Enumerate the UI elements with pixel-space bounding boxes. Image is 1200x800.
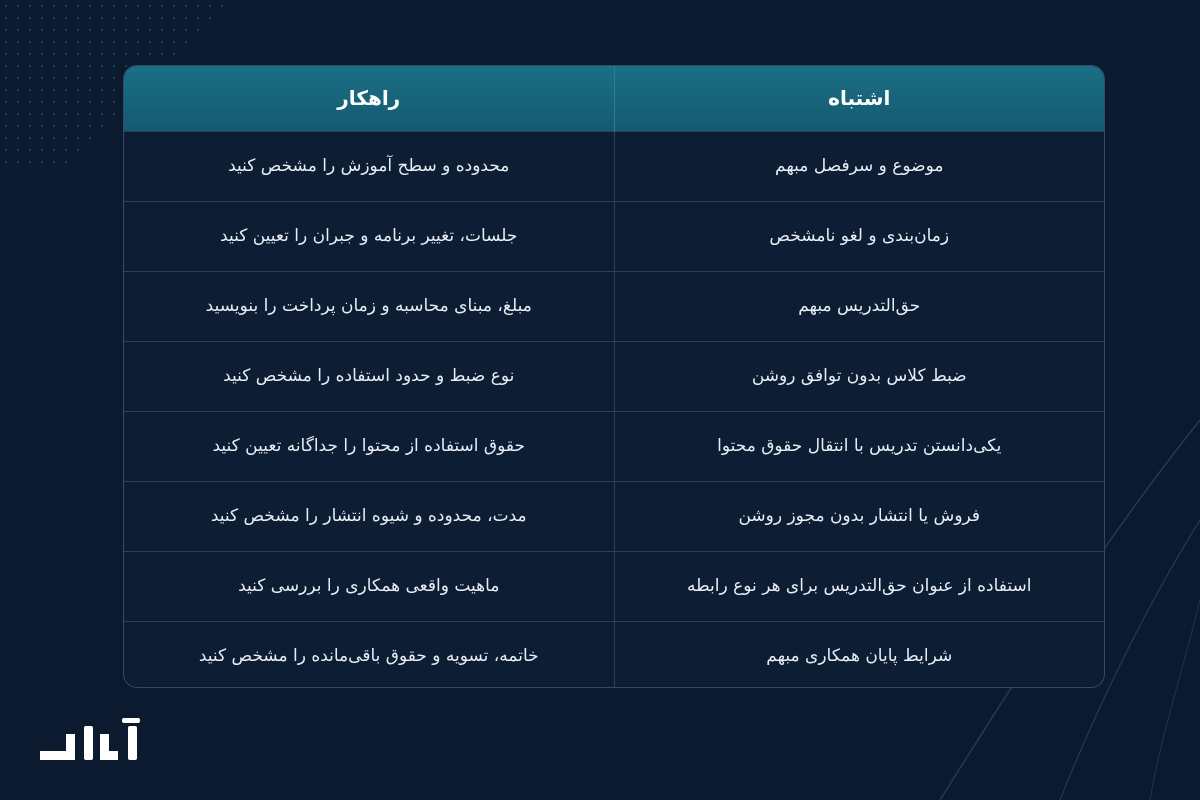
decorative-dot bbox=[113, 29, 115, 31]
decorative-dot bbox=[53, 149, 55, 151]
decorative-dot bbox=[113, 89, 115, 91]
decorative-dot bbox=[197, 17, 199, 19]
decorative-dot bbox=[5, 29, 7, 31]
decorative-dot bbox=[65, 89, 67, 91]
decorative-dot bbox=[113, 77, 115, 79]
decorative-dot bbox=[125, 17, 127, 19]
decorative-dot bbox=[89, 101, 91, 103]
decorative-dot bbox=[53, 89, 55, 91]
decorative-dot bbox=[53, 17, 55, 19]
decorative-dot bbox=[149, 53, 151, 55]
decorative-dot bbox=[89, 137, 91, 139]
table-row bbox=[124, 201, 1104, 271]
decorative-dot bbox=[5, 113, 7, 115]
decorative-dot bbox=[17, 29, 19, 31]
decorative-dot bbox=[209, 5, 211, 7]
mistake-cell: فروش یا انتشار بدون مجوز روشن bbox=[614, 481, 1104, 551]
decorative-dot bbox=[29, 65, 31, 67]
mistake-cell: یکی‌دانستن تدریس با انتقال حقوق محتوا bbox=[614, 411, 1104, 481]
decorative-dot bbox=[77, 77, 79, 79]
decorative-dot bbox=[137, 17, 139, 19]
decorative-dot bbox=[89, 77, 91, 79]
decorative-dot bbox=[137, 5, 139, 7]
decorative-dot bbox=[5, 41, 7, 43]
decorative-dot bbox=[65, 125, 67, 127]
decorative-dot bbox=[113, 41, 115, 43]
decorative-dot bbox=[77, 65, 79, 67]
decorative-dot bbox=[77, 125, 79, 127]
decorative-dot bbox=[77, 17, 79, 19]
decorative-dot bbox=[29, 137, 31, 139]
decorative-dot bbox=[29, 113, 31, 115]
decorative-dot bbox=[5, 149, 7, 151]
decorative-dot bbox=[77, 5, 79, 7]
decorative-dot bbox=[125, 53, 127, 55]
decorative-dot bbox=[113, 5, 115, 7]
table-row bbox=[124, 271, 1104, 341]
solution-cell: نوع ضبط و حدود استفاده را مشخص کنید bbox=[124, 341, 614, 411]
decorative-dot bbox=[89, 125, 91, 127]
solution-cell: محدوده و سطح آموزش را مشخص کنید bbox=[124, 131, 614, 201]
decorative-dot bbox=[77, 113, 79, 115]
column-header-mistake: اشتباه bbox=[614, 66, 1104, 131]
decorative-dot bbox=[17, 17, 19, 19]
decorative-dot bbox=[5, 101, 7, 103]
decorative-dot bbox=[65, 101, 67, 103]
solution-cell: جلسات، تغییر برنامه و جبران را تعیین کنید bbox=[124, 201, 614, 271]
decorative-dot bbox=[77, 41, 79, 43]
table-row bbox=[124, 481, 1104, 551]
decorative-dot bbox=[17, 5, 19, 7]
decorative-dot bbox=[5, 65, 7, 67]
decorative-dot bbox=[125, 65, 127, 67]
decorative-dot bbox=[17, 125, 19, 127]
decorative-dot bbox=[137, 53, 139, 55]
decorative-dot bbox=[41, 101, 43, 103]
decorative-dot bbox=[65, 53, 67, 55]
decorative-dot bbox=[221, 5, 223, 7]
decorative-dot bbox=[89, 29, 91, 31]
decorative-dot bbox=[53, 5, 55, 7]
decorative-dot bbox=[41, 5, 43, 7]
decorative-dot bbox=[41, 125, 43, 127]
decorative-dot bbox=[89, 89, 91, 91]
decorative-dot bbox=[65, 149, 67, 151]
decorative-dot bbox=[137, 29, 139, 31]
decorative-dot bbox=[5, 125, 7, 127]
decorative-dot bbox=[89, 65, 91, 67]
decorative-dot bbox=[185, 41, 187, 43]
decorative-dot bbox=[41, 29, 43, 31]
decorative-dot bbox=[53, 137, 55, 139]
decorative-dot bbox=[149, 29, 151, 31]
decorative-dot bbox=[89, 17, 91, 19]
decorative-dot bbox=[101, 5, 103, 7]
decorative-dot bbox=[65, 41, 67, 43]
table-row bbox=[124, 131, 1104, 201]
decorative-dot bbox=[17, 65, 19, 67]
decorative-dot bbox=[41, 137, 43, 139]
decorative-dot bbox=[101, 113, 103, 115]
mistake-cell: استفاده از عنوان حق‌التدریس برای هر نوع رابطه bbox=[614, 551, 1104, 621]
decorative-dot bbox=[137, 41, 139, 43]
decorative-dot bbox=[41, 53, 43, 55]
table-header-row bbox=[124, 66, 1104, 131]
decorative-dot bbox=[53, 113, 55, 115]
decorative-dot bbox=[29, 53, 31, 55]
decorative-dot bbox=[113, 17, 115, 19]
decorative-dot bbox=[41, 65, 43, 67]
decorative-dot bbox=[185, 5, 187, 7]
decorative-dot bbox=[29, 77, 31, 79]
decorative-dot bbox=[5, 161, 7, 163]
decorative-dot bbox=[29, 89, 31, 91]
decorative-dot bbox=[113, 53, 115, 55]
decorative-dot bbox=[29, 17, 31, 19]
mistake-cell: موضوع و سرفصل مبهم bbox=[614, 131, 1104, 201]
decorative-dot bbox=[161, 41, 163, 43]
decorative-dot bbox=[89, 113, 91, 115]
decorative-dot bbox=[17, 137, 19, 139]
decorative-dot bbox=[209, 17, 211, 19]
decorative-dot bbox=[65, 5, 67, 7]
decorative-dot bbox=[65, 29, 67, 31]
solution-cell: مدت، محدوده و شیوه انتشار را مشخص کنید bbox=[124, 481, 614, 551]
decorative-dot bbox=[17, 41, 19, 43]
decorative-dot bbox=[29, 41, 31, 43]
decorative-curve bbox=[1150, 600, 1200, 800]
decorative-dot bbox=[53, 125, 55, 127]
decorative-dot bbox=[101, 89, 103, 91]
comparison-table bbox=[123, 65, 1105, 688]
decorative-dot bbox=[65, 161, 67, 163]
decorative-dot bbox=[77, 53, 79, 55]
decorative-dot bbox=[41, 113, 43, 115]
mistakes-solutions-table bbox=[124, 66, 1104, 688]
decorative-dot bbox=[53, 65, 55, 67]
decorative-dot bbox=[89, 5, 91, 7]
table-row bbox=[124, 551, 1104, 621]
decorative-dot bbox=[29, 101, 31, 103]
mistake-cell: حق‌التدریس مبهم bbox=[614, 271, 1104, 341]
decorative-dot bbox=[65, 77, 67, 79]
decorative-dot bbox=[41, 41, 43, 43]
column-header-solution: راهکار bbox=[337, 86, 401, 111]
decorative-dot bbox=[173, 41, 175, 43]
decorative-dot bbox=[101, 77, 103, 79]
decorative-dot bbox=[77, 149, 79, 151]
table-row bbox=[124, 341, 1104, 411]
brand-logo bbox=[38, 716, 142, 762]
decorative-dot bbox=[41, 77, 43, 79]
decorative-dot bbox=[65, 113, 67, 115]
table-row bbox=[124, 411, 1104, 481]
decorative-dot bbox=[41, 17, 43, 19]
decorative-dot bbox=[5, 5, 7, 7]
decorative-dot bbox=[41, 149, 43, 151]
decorative-dot bbox=[101, 125, 103, 127]
decorative-dot bbox=[77, 29, 79, 31]
decorative-dot bbox=[125, 41, 127, 43]
decorative-dot bbox=[149, 17, 151, 19]
decorative-dot bbox=[101, 29, 103, 31]
decorative-dot bbox=[197, 29, 199, 31]
decorative-dot bbox=[101, 17, 103, 19]
decorative-dot bbox=[173, 53, 175, 55]
decorative-dot bbox=[185, 29, 187, 31]
decorative-dot bbox=[161, 53, 163, 55]
decorative-dot bbox=[173, 5, 175, 7]
decorative-dot bbox=[173, 17, 175, 19]
decorative-dot bbox=[77, 137, 79, 139]
decorative-dot bbox=[173, 29, 175, 31]
decorative-dot bbox=[53, 161, 55, 163]
decorative-dot bbox=[17, 89, 19, 91]
decorative-dot bbox=[29, 161, 31, 163]
decorative-dot bbox=[149, 41, 151, 43]
decorative-dot bbox=[113, 65, 115, 67]
decorative-dot bbox=[17, 101, 19, 103]
decorative-dot bbox=[29, 5, 31, 7]
solution-cell: مبلغ، مبنای محاسبه و زمان پرداخت را بنویسید bbox=[124, 271, 614, 341]
decorative-dot bbox=[197, 5, 199, 7]
decorative-dot bbox=[101, 53, 103, 55]
decorative-dot bbox=[17, 53, 19, 55]
decorative-dot bbox=[77, 101, 79, 103]
table-row bbox=[124, 621, 1104, 688]
decorative-dot bbox=[53, 101, 55, 103]
decorative-dot bbox=[5, 17, 7, 19]
decorative-dot bbox=[17, 77, 19, 79]
decorative-dot bbox=[5, 137, 7, 139]
mistake-cell: ضبط کلاس بدون توافق روشن bbox=[614, 341, 1104, 411]
decorative-dot bbox=[89, 53, 91, 55]
decorative-dot bbox=[29, 125, 31, 127]
decorative-dot bbox=[161, 5, 163, 7]
decorative-dot bbox=[41, 161, 43, 163]
decorative-dot bbox=[101, 65, 103, 67]
decorative-dot bbox=[65, 65, 67, 67]
decorative-dot bbox=[53, 53, 55, 55]
decorative-dot bbox=[65, 137, 67, 139]
decorative-dot bbox=[17, 113, 19, 115]
decorative-dot bbox=[113, 101, 115, 103]
decorative-dot bbox=[53, 77, 55, 79]
decorative-dot bbox=[101, 41, 103, 43]
decorative-dot bbox=[41, 89, 43, 91]
solution-cell: ماهیت واقعی همکاری را بررسی کنید bbox=[124, 551, 614, 621]
mistake-cell: زمان‌بندی و لغو نامشخص bbox=[614, 201, 1104, 271]
decorative-dot bbox=[185, 17, 187, 19]
decorative-dot bbox=[113, 113, 115, 115]
decorative-dot bbox=[53, 29, 55, 31]
mistake-cell: شرایط پایان همکاری مبهم bbox=[614, 621, 1104, 688]
decorative-dot bbox=[125, 29, 127, 31]
solution-cell: خاتمه، تسویه و حقوق باقی‌مانده را مشخص کنید bbox=[124, 621, 614, 688]
decorative-dot bbox=[65, 17, 67, 19]
decorative-dot bbox=[89, 41, 91, 43]
decorative-dot bbox=[101, 101, 103, 103]
decorative-dot bbox=[77, 89, 79, 91]
decorative-dot bbox=[5, 89, 7, 91]
decorative-dot bbox=[29, 29, 31, 31]
decorative-dot bbox=[161, 29, 163, 31]
decorative-dot bbox=[149, 5, 151, 7]
decorative-dot bbox=[29, 149, 31, 151]
decorative-dot bbox=[5, 77, 7, 79]
decorative-dot bbox=[17, 161, 19, 163]
decorative-dot bbox=[17, 149, 19, 151]
solution-cell: حقوق استفاده از محتوا را جداگانه تعیین کنید bbox=[124, 411, 614, 481]
decorative-dot bbox=[125, 5, 127, 7]
decorative-dot bbox=[5, 53, 7, 55]
decorative-dot bbox=[161, 17, 163, 19]
decorative-dot bbox=[53, 41, 55, 43]
